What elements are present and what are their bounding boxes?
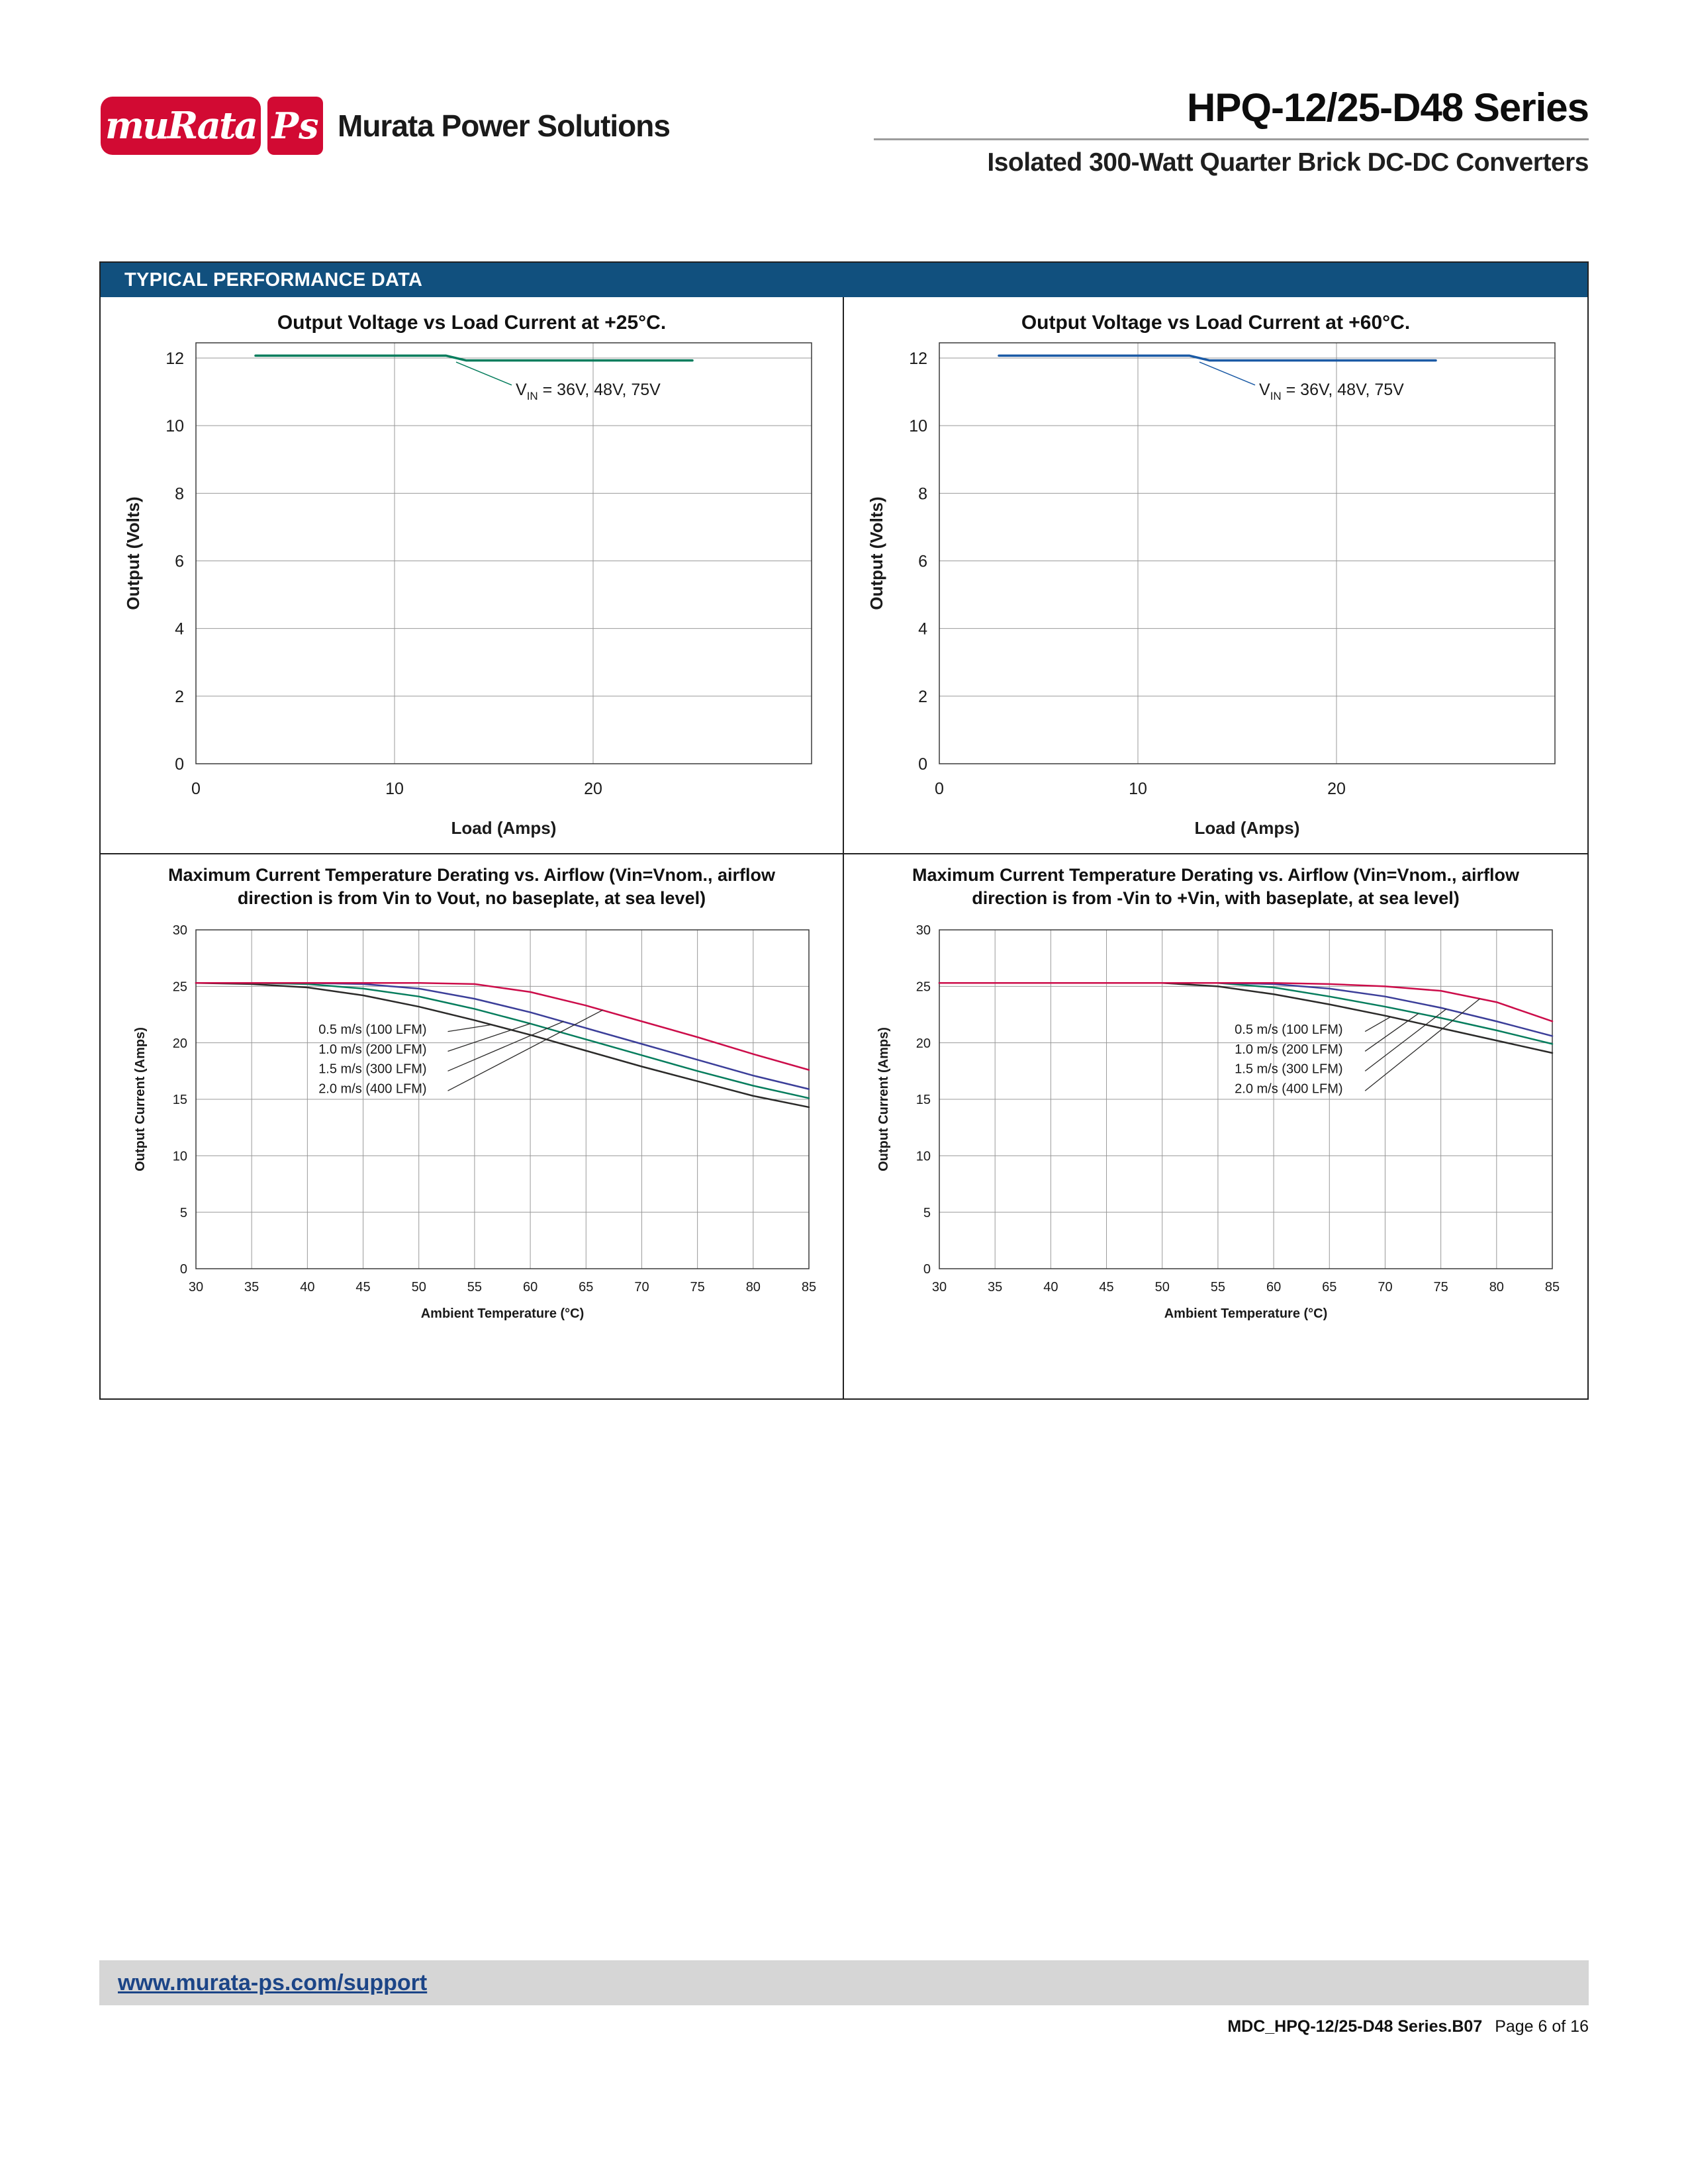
svg-text:15: 15 bbox=[172, 1093, 187, 1108]
chart-panel-derating-no-baseplate bbox=[101, 854, 844, 1398]
page-title: HPQ-12/25-D48 Series bbox=[1186, 85, 1589, 130]
svg-text:0.5 m/s (100 LFM): 0.5 m/s (100 LFM) bbox=[1235, 1023, 1343, 1038]
svg-text:75: 75 bbox=[690, 1280, 705, 1295]
svg-text:20: 20 bbox=[915, 1036, 931, 1051]
header-logo-row bbox=[101, 97, 670, 155]
svg-text:2: 2 bbox=[175, 687, 184, 706]
support-link[interactable]: www.murata-ps.com/support bbox=[118, 1970, 428, 1995]
chart-grid bbox=[101, 297, 1587, 1398]
svg-text:30: 30 bbox=[915, 923, 931, 938]
chart-title: Output Voltage vs Load Current at +25°C. bbox=[277, 312, 667, 334]
chart-panel-output-voltage-25c bbox=[101, 297, 844, 854]
svg-text:Ambient Temperature (°C): Ambient Temperature (°C) bbox=[420, 1306, 585, 1321]
svg-text:30: 30 bbox=[188, 1280, 204, 1295]
svg-text:85: 85 bbox=[1544, 1280, 1560, 1295]
svg-text:2.0 m/s (400 LFM): 2.0 m/s (400 LFM) bbox=[1235, 1081, 1343, 1097]
svg-text:70: 70 bbox=[634, 1280, 649, 1295]
svg-text:25: 25 bbox=[172, 979, 187, 995]
svg-text:85: 85 bbox=[801, 1280, 817, 1295]
chart-title: Maximum Current Temperature Derating vs. Airflow (Vin=Vnom., airflow direction is from Vin to Vout, no baseplate, at sea level) bbox=[168, 865, 775, 909]
chart-panel-output-voltage-60c bbox=[844, 297, 1587, 854]
svg-text:10: 10 bbox=[385, 780, 404, 798]
svg-text:Output (Volts): Output (Volts) bbox=[123, 496, 143, 610]
svg-text:15: 15 bbox=[915, 1093, 931, 1108]
svg-text:30: 30 bbox=[172, 923, 187, 938]
svg-text:65: 65 bbox=[579, 1280, 594, 1295]
svg-text:55: 55 bbox=[467, 1280, 483, 1295]
svg-text:VIN = 36V, 48V, 75V: $V_{IN} = 36V$, 48V, 75V bbox=[1259, 381, 1404, 403]
chart-title: Maximum Current Temperature Derating vs. Airflow (Vin=Vnom., airflow direction is from -Vin to +Vin, with baseplate, at sea level) bbox=[912, 865, 1519, 909]
svg-text:Load (Amps): Load (Amps) bbox=[451, 818, 557, 838]
svg-text:5: 5 bbox=[179, 1205, 187, 1220]
svg-text:Ambient Temperature (°C): Ambient Temperature (°C) bbox=[1164, 1306, 1328, 1321]
svg-text:75: 75 bbox=[1433, 1280, 1448, 1295]
svg-text:70: 70 bbox=[1378, 1280, 1393, 1295]
document-reference-line bbox=[1227, 2017, 1589, 2036]
svg-text:50: 50 bbox=[411, 1280, 426, 1295]
svg-text:Output (Volts): Output (Volts) bbox=[867, 496, 886, 610]
svg-text:20: 20 bbox=[172, 1036, 187, 1051]
svg-text:0: 0 bbox=[179, 1262, 187, 1277]
header-rule bbox=[874, 138, 1589, 140]
svg-text:80: 80 bbox=[745, 1280, 761, 1295]
svg-text:8: 8 bbox=[918, 484, 927, 504]
svg-text:6: 6 bbox=[175, 552, 184, 571]
footer-band bbox=[99, 1960, 1589, 2005]
svg-text:0: 0 bbox=[191, 780, 201, 798]
svg-text:Output Current (Amps): Output Current (Amps) bbox=[876, 1027, 891, 1171]
chart-panel-derating-with-baseplate bbox=[844, 854, 1587, 1398]
svg-text:35: 35 bbox=[988, 1280, 1003, 1295]
title-block bbox=[874, 85, 1589, 177]
svg-text:35: 35 bbox=[244, 1280, 259, 1295]
svg-text:2.0 m/s (400 LFM): 2.0 m/s (400 LFM) bbox=[318, 1081, 427, 1097]
performance-data-section bbox=[99, 261, 1589, 1400]
svg-text:VIN = 36V, 48V, 75V: $V_{IN} = 36V$, 48V, 75V bbox=[516, 381, 661, 403]
svg-text:80: 80 bbox=[1489, 1280, 1504, 1295]
svg-text:50: 50 bbox=[1154, 1280, 1170, 1295]
svg-text:0: 0 bbox=[918, 755, 927, 774]
svg-text:0: 0 bbox=[935, 780, 944, 798]
svg-text:55: 55 bbox=[1210, 1280, 1226, 1295]
svg-text:40: 40 bbox=[300, 1280, 315, 1295]
ps-logo-icon: Ps bbox=[267, 97, 323, 155]
svg-text:Output Current (Amps): Output Current (Amps) bbox=[133, 1027, 148, 1171]
svg-text:65: 65 bbox=[1322, 1280, 1337, 1295]
svg-text:1.5 m/s (300 LFM): 1.5 m/s (300 LFM) bbox=[1235, 1062, 1343, 1077]
svg-text:0.5 m/s (100 LFM): 0.5 m/s (100 LFM) bbox=[318, 1023, 427, 1038]
svg-text:8: 8 bbox=[175, 484, 184, 504]
chart-title: Output Voltage vs Load Current at +60°C. bbox=[1021, 312, 1411, 334]
murata-logo-icon: muRata bbox=[101, 97, 261, 155]
svg-text:20: 20 bbox=[1327, 780, 1346, 798]
svg-text:1.5 m/s (300 LFM): 1.5 m/s (300 LFM) bbox=[318, 1062, 427, 1077]
section-header: TYPICAL PERFORMANCE DATA bbox=[101, 263, 1587, 297]
svg-text:6: 6 bbox=[918, 552, 927, 571]
svg-text:0: 0 bbox=[175, 755, 184, 774]
svg-text:30: 30 bbox=[931, 1280, 947, 1295]
svg-text:60: 60 bbox=[1266, 1280, 1282, 1295]
svg-text:60: 60 bbox=[522, 1280, 538, 1295]
svg-text:40: 40 bbox=[1043, 1280, 1058, 1295]
svg-text:1.0 m/s (200 LFM): 1.0 m/s (200 LFM) bbox=[1235, 1042, 1343, 1057]
svg-text:12: 12 bbox=[909, 349, 927, 368]
svg-text:12: 12 bbox=[165, 349, 184, 368]
svg-text:45: 45 bbox=[355, 1280, 371, 1295]
svg-text:45: 45 bbox=[1099, 1280, 1114, 1295]
document-reference: MDC_HPQ-12/25-D48 Series.B07 bbox=[1227, 2017, 1483, 2036]
svg-text:10: 10 bbox=[1129, 780, 1147, 798]
svg-text:1.0 m/s (200 LFM): 1.0 m/s (200 LFM) bbox=[318, 1042, 427, 1057]
brand-name: Murata Power Solutions bbox=[338, 109, 670, 143]
chart-output-voltage-60c bbox=[844, 339, 1587, 854]
svg-text:Load (Amps): Load (Amps) bbox=[1194, 818, 1300, 838]
page-subtitle: Isolated 300-Watt Quarter Brick DC-DC Converters bbox=[987, 148, 1589, 177]
svg-text:5: 5 bbox=[923, 1205, 931, 1220]
svg-text:10: 10 bbox=[915, 1149, 931, 1164]
svg-text:10: 10 bbox=[165, 417, 184, 436]
svg-text:4: 4 bbox=[175, 619, 184, 639]
svg-text:0: 0 bbox=[923, 1262, 931, 1277]
svg-text:20: 20 bbox=[584, 780, 602, 798]
svg-text:10: 10 bbox=[909, 417, 927, 436]
chart-output-voltage-25c bbox=[101, 339, 844, 854]
svg-text:10: 10 bbox=[172, 1149, 187, 1164]
svg-text:2: 2 bbox=[918, 687, 927, 706]
svg-text:25: 25 bbox=[915, 979, 931, 995]
svg-text:4: 4 bbox=[918, 619, 927, 639]
page-number: Page 6 of 16 bbox=[1495, 2017, 1589, 2036]
chart-derating-with-baseplate bbox=[844, 918, 1587, 1397]
chart-derating-no-baseplate bbox=[101, 918, 844, 1397]
